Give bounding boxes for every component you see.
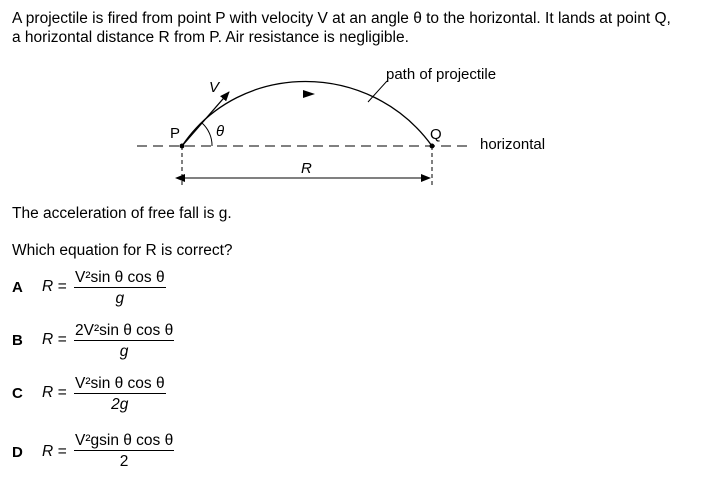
question-stem-line-2: a horizontal distance R from P. Air resistance is negligible. <box>12 29 409 46</box>
option-lhs: R = <box>42 278 67 295</box>
option-c[interactable] <box>0 373 200 417</box>
option-numerator: V²sin θ cos θ <box>75 269 165 286</box>
trajectory-direction-arrow <box>303 90 315 98</box>
velocity-label: V <box>209 79 220 96</box>
option-letter: C <box>12 385 23 402</box>
point-q-label: Q <box>430 126 442 143</box>
option-lhs: R = <box>42 384 67 401</box>
distance-label: R <box>301 160 312 177</box>
option-denominator: g <box>115 290 125 307</box>
option-lhs: R = <box>42 331 67 348</box>
point-p-label: P <box>170 125 181 142</box>
option-denominator: 2g <box>111 396 129 413</box>
projectile-diagram <box>0 0 716 200</box>
option-b[interactable] <box>0 318 200 362</box>
option-letter: D <box>12 444 23 461</box>
option-denominator: g <box>119 343 129 360</box>
acceleration-statement: The acceleration of free fall is g. <box>12 205 232 222</box>
option-letter: A <box>12 279 23 296</box>
option-lhs: R = <box>42 443 67 460</box>
angle-label: θ <box>216 123 225 140</box>
option-fraction <box>74 375 166 415</box>
question-prompt: Which equation for R is correct? <box>12 242 233 259</box>
option-denominator: 2 <box>119 453 129 470</box>
option-numerator: V²gsin θ cos θ <box>75 432 174 449</box>
option-d[interactable] <box>0 430 200 476</box>
option-numerator: V²sin θ cos θ <box>75 375 165 392</box>
option-numerator: 2V²sin θ cos θ <box>75 322 174 339</box>
angle-arc <box>202 123 212 146</box>
option-fraction <box>74 269 166 309</box>
option-fraction <box>74 432 174 472</box>
point-q-dot <box>430 144 435 149</box>
question-stem-line-1: A projectile is fired from point P with velocity V at an angle θ to the horizontal. It lands at point Q, <box>12 10 671 27</box>
option-fraction <box>74 322 174 362</box>
horizontal-label: horizontal <box>480 136 546 153</box>
option-a[interactable] <box>0 268 200 312</box>
path-label: path of projectile <box>386 66 497 83</box>
option-letter: B <box>12 332 23 349</box>
point-p-dot <box>180 144 185 149</box>
